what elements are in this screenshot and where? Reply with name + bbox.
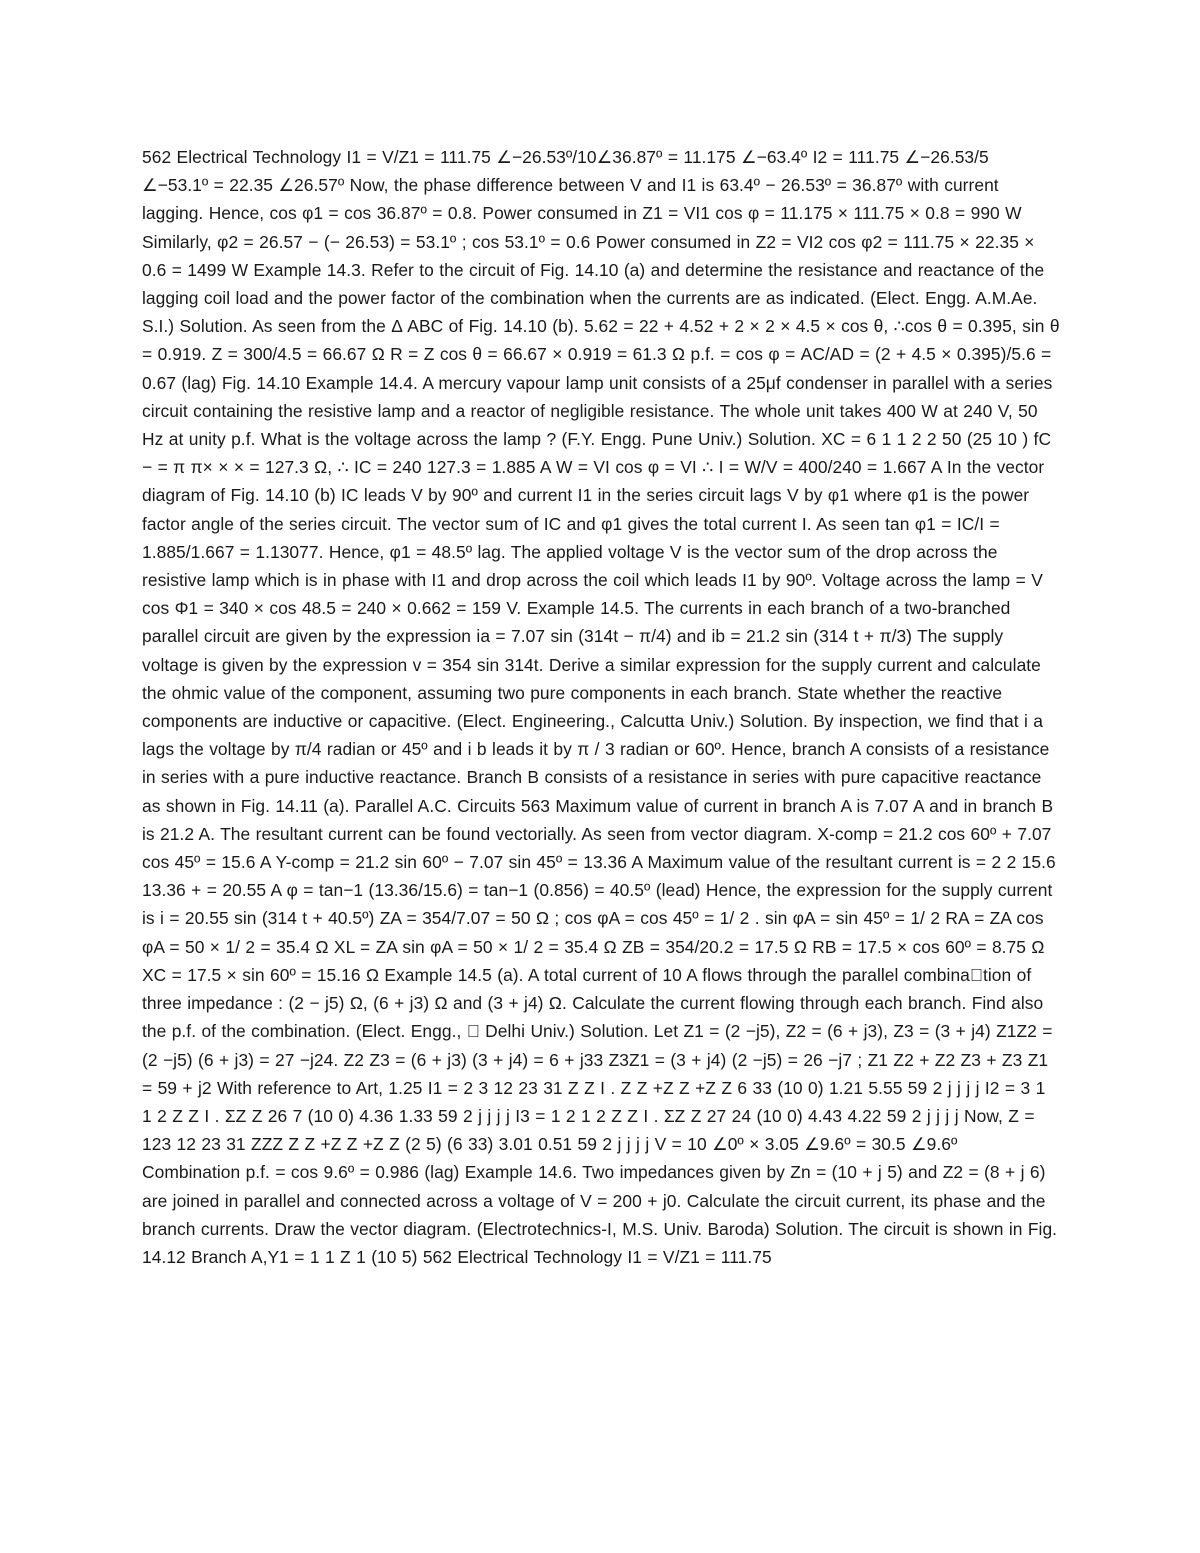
body-text: 562 Electrical Technology I1 = V/Z1 = 111.75 ∠−26.53º/10∠36.87º = 11.175 ∠−63.4º I2 = 111.75 ∠−26.53/5 ∠−53.1º = 22.35 ∠26.57º Now, the phase difference between V and I1 is 63.4º − 26.53º = 36.87º with current lagging. Hence, cos φ1 = cos 36.87º = 0.8. Power consumed in Z1 = VI1 cos φ = 11.175 × 111.75 × 0.8 = 990 W Similarly, φ2 = 26.57 − (− 26.53) = 53.1º ; cos 53.1º = 0.6 Power consumed in Z2 = VI2 cos φ2 = 111.75 × 22.35 × 0.6 = 1499 W Example 14.3. Refer to the circuit of Fig. 14.10 (a) and determine the resistance and reactance of the lagging coil load and the power factor of the combination when the currents are as indicated. (Elect. Engg. A.M.Ae. S.I.) Solution. As seen from the Δ ABC of Fig. 14.10 (b). 5.62 = 22 + 4.52 + 2 × 2 × 4.5 × cos θ, ∴cos θ = 0.395, sin θ = 0.919. Z = 300/4.5 = 66.67 Ω R = Z cos θ = 66.67 × 0.919 = 61.3 Ω p.f. = cos φ = AC/AD = (2 + 4.5 × 0.395)/5.6 = 0.67 (lag) Fig. 14.10 Example 14.4. A mercury vapour lamp unit consists of a 25μf condenser in parallel with a series circuit containing the resistive lamp and a reactor of negligible resistance. The whole unit takes 400 W at 240 V, 50 Hz at unity p.f. What is the voltage across the lamp ? (F.Y. Engg. Pune Univ.) Solution. XC = 6 1 1 2 2 50 (25 10 ) fC − = π π× × × = 127.3 Ω, ∴ IC = 240 127.3 = 1.885 A W = VI cos φ = VI ∴ I = W/V = 400/240 = 1.667 A In the vector diagram of Fig. 14.10 (b) IC leads V by 90º and current I1 in the series circuit lags V by φ1 where φ1 is the power factor angle of the series circuit. The vector sum of IC and φ1 gives the total current I. As seen tan φ1 = IC/I = 1.885/1.667 = 1.13077. Hence, φ1 = 48.5º lag. The applied voltage V is the vector sum of the drop across the resistive lamp which is in phase with I1 and drop across the coil which leads I1 by 90º. Voltage across the lamp = V cos Φ1 = 340 × cos 48.5 = 240 × 0.662 = 159 V. Example 14.5. The currents in each branch of a two-branched parallel circuit are given by the expression ia = 7.07 sin (314t − π/4) and ib = 21.2 sin (314 t + π/3) The supply voltage is given by the expression v = 354 sin 314t. Derive a similar expression for the supply current and calculate the ohmic value of the component, assuming two pure components in each branch. State whether the reactive components are inductive or capacitive. (Elect. Engineering., Calcutta Univ.) Solution. By inspection, we find that i a lags the voltage by π/4 radian or 45º and i b leads it by π / 3 radian or 60º. Hence, branch A consists of a resistance in series with a pure inductive reactance. Branch B consists of a resistance in series with pure capacitive reactance as shown in Fig. 14.11 (a). Parallel A.C. Circuits 563 Maximum value of current in branch A is 7.07 A and in branch B is 21.2 A. The resultant current can be found vectorially. As seen from vector diagram. X-comp = 21.2 cos 60º + 7.07 cos 45º = 15.6 A Y-comp = 21.2 sin 60º − 7.07 sin 45º = 13.36 A Maximum value of the resultant current is = 2 2 15.6 13.36 + = 20.55 A φ = tan−1 (13.36/15.6) = tan−1 (0.856) = 40.5º (lead) Hence, the expression for the supply current is i = 20.55 sin (314 t + 40.5º) ZA = 354/7.07 = 50 Ω ; cos φA = cos 45º = 1/ 2 . sin φA = sin 45º = 1/ 2 RA = ZA cos φA = 50 × 1/ 2 = 35.4 Ω XL = ZA sin φA = 50 × 1/ 2 = 35.4 Ω ZB = 354/20.2 = 17.5 Ω RB = 17.5 × cos 60º = 8.75 Ω XC = 17.5 × sin 60º = 15.16 Ω Example 14.5 (a). A total current of 10 A flows through the parallel combina tion of three impedance : (2 − j5) Ω, (6 + j3) Ω and (3 + j4) Ω. Calculate the current flowing through each branch. Find also the p.f. of the combination. (Elect. Engg.,   Delhi Univ.) Solution. Let Z1 = (2 −j5), Z2 = (6 + j3), Z3 = (3 + j4) Z1Z2 = (2 −j5) (6 + j3) = 27 −j24. Z2 Z3 = (6 + j3) (3 + j4) = 6 + j33 Z3Z1 = (3 + j4) (2 −j5) = 26 −j7 ; Z1 Z2 + Z2 Z3 + Z3 Z1 = 59 + j2 With reference to Art, 1.25 I1 = 2 3 12 23 31 Z Z I . Z Z +Z Z +Z Z 6 33 (10 0) 1.21 5.55 59 2 j j j j I2 = 3 1 1 2 Z Z I . ΣZ Z 26 7 (10 0) 4.36 1.33 59 2 j j j j I3 = 1 2 1 2 Z Z I . ΣZ Z 27 24 (10 0) 4.43 4.22 59 2 j j j j Now, Z = 123 12 23 31 ZZZ Z Z +Z Z +Z Z (2 5) (6 33) 3.01 0.51 59 2 j j j j V = 10 ∠0º × 3.05 ∠9.6º = 30.5 ∠9.6º Combination p.f. = cos 9.6º = 0.986 (lag) Example 14.6. Two impedances given by Zn = (10 + j 5) and Z2 = (8 + j 6) are joined in parallel and connected across a voltage of V = 200 + j0. Calculate the circuit current, its phase and the branch currents. Draw the vector diagram. (Electrotechnics-I, M.S. Univ. Baroda) Solution. The circuit is shown in Fig. 14.12 Branch A,Y1 = 1 1 Z 1 (10 5) 562 Electrical Technology I1 = V/Z1 = 111.75 (142, 147, 1060, 1267)
